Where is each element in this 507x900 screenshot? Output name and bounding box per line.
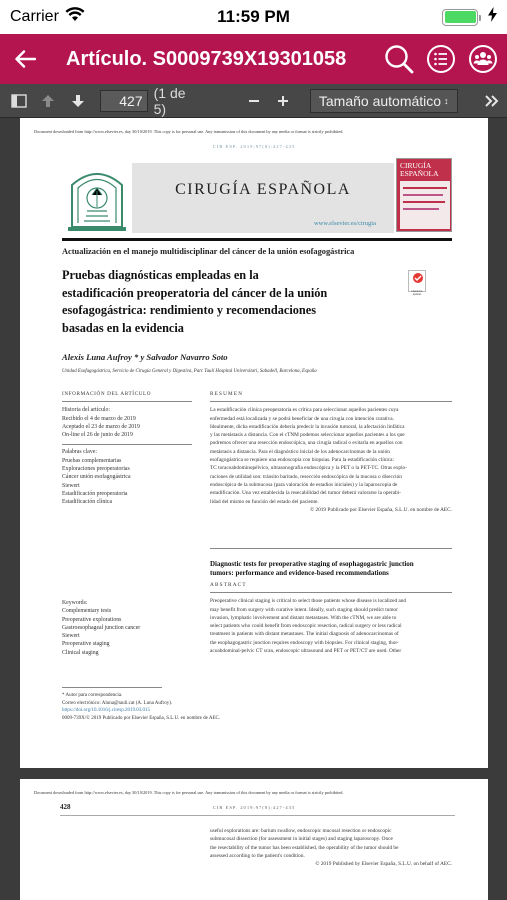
keyword-en: Preoperative explorations <box>62 616 122 623</box>
double-chevron-icon <box>485 95 499 107</box>
chevron-updown-icon: ↕ <box>444 95 449 106</box>
abstract-heading: ABSTRACT <box>210 582 247 588</box>
zoom-select[interactable] <box>310 89 458 113</box>
header-rule <box>62 238 452 241</box>
journal-cover <box>396 158 452 232</box>
footnote-line: Correo electrónico: Aluna@tauli.cat (A. Luna Aufroy). <box>62 700 173 706</box>
divider <box>60 815 455 816</box>
crossmark-label: Check for updates <box>411 290 423 296</box>
next-page-button[interactable] <box>63 84 92 118</box>
journal-banner <box>132 163 394 233</box>
resumen-section <box>210 390 452 514</box>
title-line: esofagogástrica: rendimiento y recomendaciones <box>62 303 316 317</box>
people-button[interactable] <box>467 43 499 75</box>
page2-line: submucosal dissection (for assessment in initial stages) and staging laparoscopy. Once <box>210 836 393 843</box>
abstract-line: may benefit from surgery with curative intent. Ideally, such staging should predict tumor <box>210 606 398 613</box>
abstract-line: acoabdominal-pelvic CT scan, endoscopic ultrasound and PET or PET/CT are used. Other <box>210 648 402 655</box>
article-title <box>62 267 422 337</box>
page-number: 428 <box>60 803 71 811</box>
app-header <box>0 34 507 84</box>
crossmark-badge[interactable] <box>408 270 426 296</box>
citation: CIR ESP. 2019;97(8):427-435 <box>212 805 296 810</box>
keyword-en: Complementary tests <box>62 608 112 615</box>
page2-copyright: © 2019 Published by Elsevier España, S.L.U. on behalf of AEC. <box>315 861 452 868</box>
page2-line: assessed according to the patient's condition. <box>210 852 305 859</box>
keyword-es: Pruebas complementarias <box>62 457 122 464</box>
list-icon <box>426 44 456 74</box>
keyword-en: Siewert <box>62 633 80 640</box>
back-arrow-icon <box>14 50 36 68</box>
english-title-line: tumors: performance and evidence-based recommendations <box>210 569 389 577</box>
resumen-line: y las metástasis a distancia. Con el cTNM podemos seleccionar aquellos pacientes a los que <box>210 432 405 439</box>
arrow-up-icon <box>41 94 55 108</box>
resumen-line: lidad del mismo en función del estado del paciente. <box>210 498 319 505</box>
previous-page-button[interactable] <box>33 84 62 118</box>
resumen-copyright: © 2019 Publicado por Elsevier España, S.L.U. en nombre de AEC. <box>310 506 452 513</box>
resumen-line: podremos ofrecer una resección endoscópica, una cirugía radical o evitarla en aquellos con <box>210 440 403 447</box>
resumen-line: La estadificación clínica preoperatoria es crítica para seleccionar aquellos pacientes cuya <box>210 407 399 414</box>
info-heading: INFORMACIÓN DEL ARTÍCULO <box>62 391 152 397</box>
citation: CIR ESP. 2019;97(8):427-435 <box>212 144 296 149</box>
page2-text <box>210 827 470 868</box>
resumen-line: estadificación. Una vez establecida la resecabilidad del tumor deberá valorarse la operabi- <box>210 490 401 497</box>
pdf-page-1 <box>20 118 488 768</box>
keywords-en <box>62 599 192 657</box>
carrier-label: Carrier <box>10 8 59 25</box>
resumen-line: raciones de utilidad son: tránsito baritado, resección endoscópica de la mucosa o disección <box>210 473 402 480</box>
zoom-select-value: Tamaño automático <box>318 92 442 109</box>
title-line: estadificación preoperatoria del cáncer de la unión <box>62 285 328 300</box>
footnote-line: 0009-739X/© 2019 Publicado por Elsevier España, S.L.U. en nombre de AEC. <box>62 715 221 721</box>
section-heading: Actualización en el manejo multidisciplinar del cáncer de la unión esofagogástrica <box>62 247 355 256</box>
page-title: Artículo. S0009739X19301058 <box>66 47 347 70</box>
resumen-line: Idealmente, dicha estadificación debería predecir la invasión tumoral, la afectación linfática <box>210 423 405 430</box>
zoom-in-button[interactable] <box>268 84 297 118</box>
footnotes <box>62 692 442 722</box>
page-count-label: (1 de 5) <box>153 84 186 117</box>
title-line: basadas en la evidencia <box>62 320 184 335</box>
pdf-page-2 <box>20 779 488 900</box>
english-title-line: Diagnostic tests for preoperative staging of esophagogastric junction <box>210 560 414 568</box>
affiliation: Unidad Esofagogástrica, Servicio de Cirugía General y Digestiva, Parc Taulí Hospital Universitari, Sabadell, Barcelona, España <box>62 369 317 374</box>
wifi-icon <box>65 7 85 27</box>
article-info <box>62 390 192 507</box>
keyword-en: Clinical staging <box>62 649 99 656</box>
journal-url: www.elsevier.es/cirugia <box>313 220 376 227</box>
page-number-input[interactable]: 427 <box>100 90 147 112</box>
footnote-line: * Autor para correspondencia. <box>62 693 123 698</box>
keyword-es: Estadificación clínica <box>62 499 113 506</box>
history-line: Historia del artículo: <box>62 407 110 414</box>
english-title <box>210 560 470 578</box>
abstract-line: treatment in patients with distant metastases. The initial diagnosis of adenocarcinomas of <box>210 631 399 638</box>
charging-icon <box>488 7 497 27</box>
cover-title: CIRUGÍA ESPAÑOLA <box>400 161 439 178</box>
abstract-line: invasion, lymphatic involvement and distant metastases. With the cTNM, we are able to <box>210 614 397 621</box>
keyword-es: Estadificación preoperatoria <box>62 490 128 497</box>
pdf-toolbar <box>0 84 507 118</box>
battery-icon <box>442 9 478 26</box>
history-line: On-line el 26 de junio de 2019 <box>62 432 133 439</box>
status-bar <box>0 0 507 34</box>
arrow-down-icon <box>71 94 85 108</box>
resumen-line: TC toracoabdominopélvico, ultrasonografía endoscópica y la PET o la PET-TC. Otras explo- <box>210 465 407 472</box>
resumen-line: metástasis a distancia. Para el diagnóstico inicial de los adenocarcinomas de la unión <box>210 448 390 455</box>
people-icon <box>468 44 498 74</box>
resumen-heading: RESUMEN <box>210 391 244 397</box>
divider <box>210 548 452 549</box>
footnote-rule <box>62 687 162 688</box>
list-button[interactable] <box>425 43 457 75</box>
keywords-heading-es: Palabras clave: <box>62 449 97 456</box>
journal-name: CIRUGÍA ESPAÑOLA <box>175 181 351 198</box>
sidebar-toggle-button[interactable] <box>4 84 33 118</box>
abstract-section <box>210 581 452 655</box>
search-icon <box>384 44 414 74</box>
keyword-en: Gastroesophageal junction cancer <box>62 624 141 631</box>
page2-line: the resectability of the tumor has been established, the operability of the tumor should be <box>210 844 399 851</box>
doi-link[interactable]: https://doi.org/10.1016/j.ciresp.2019.03.015 <box>62 708 150 714</box>
resumen-line: endoscópica de la submucosa (para valoración de estadios iniciales) y la laparoscopia de <box>210 481 398 488</box>
download-notice: Document downloaded from http://www.elsevier.es, day 30/10/2019. This copy is for personal use. Any transmission of this document by any media or format is strictly prohibited. <box>34 790 344 795</box>
keyword-en: Preoperative staging <box>62 641 110 648</box>
more-tools-button[interactable] <box>478 84 507 118</box>
journal-logo <box>62 161 132 233</box>
history-line: Aceptado el 23 de marzo de 2019 <box>62 423 140 430</box>
title-line: Pruebas diagnósticas empleadas en la <box>62 268 259 282</box>
resumen-line: esofagogástrica se requiere una endoscopia con biopsias. Para la estadificación clínica: <box>210 457 394 464</box>
keyword-es: Cáncer unión esofagogástrica <box>62 474 131 481</box>
keyword-es: Exploraciones preoperatorias <box>62 466 130 473</box>
resumen-line: enfermedad está localizada y se podrá beneficiar de una cirugía con intención curativa. <box>210 415 394 422</box>
plus-icon <box>277 95 289 107</box>
abstract-line: the esophagogastric junction requires endoscopy with biopsies. For clinical staging, thor- <box>210 639 399 646</box>
authors: Alexis Luna Aufroy * y Salvador Navarro Soto <box>62 352 228 362</box>
sidebar-toggle-icon <box>11 94 27 108</box>
abstract-line: Preoperative clinical staging is critical to select those patients whose disease is localized and <box>210 598 407 605</box>
crossmark-icon <box>409 271 427 285</box>
search-button[interactable] <box>383 43 415 75</box>
clock: 11:59 PM <box>217 7 290 26</box>
keywords-heading-en: Keywords: <box>62 600 88 606</box>
page2-line: useful explorations are: barium swallow, endoscopic mucosal resection or endoscopic <box>210 828 392 834</box>
keyword-es: Siewert <box>62 482 80 489</box>
back-button[interactable] <box>0 34 50 84</box>
minus-icon <box>248 95 260 107</box>
abstract-line: select patients who could benefit from endoscopic resection, radical surgery or less radical <box>210 623 402 630</box>
zoom-out-button[interactable] <box>239 84 268 118</box>
history-line: Recibido el 4 de marzo de 2019 <box>62 415 136 422</box>
download-notice: Document downloaded from http://www.elsevier.es, day 30/10/2019. This copy is for personal use. Any transmission of this document by any media or format is strictly prohibited. <box>34 129 344 134</box>
